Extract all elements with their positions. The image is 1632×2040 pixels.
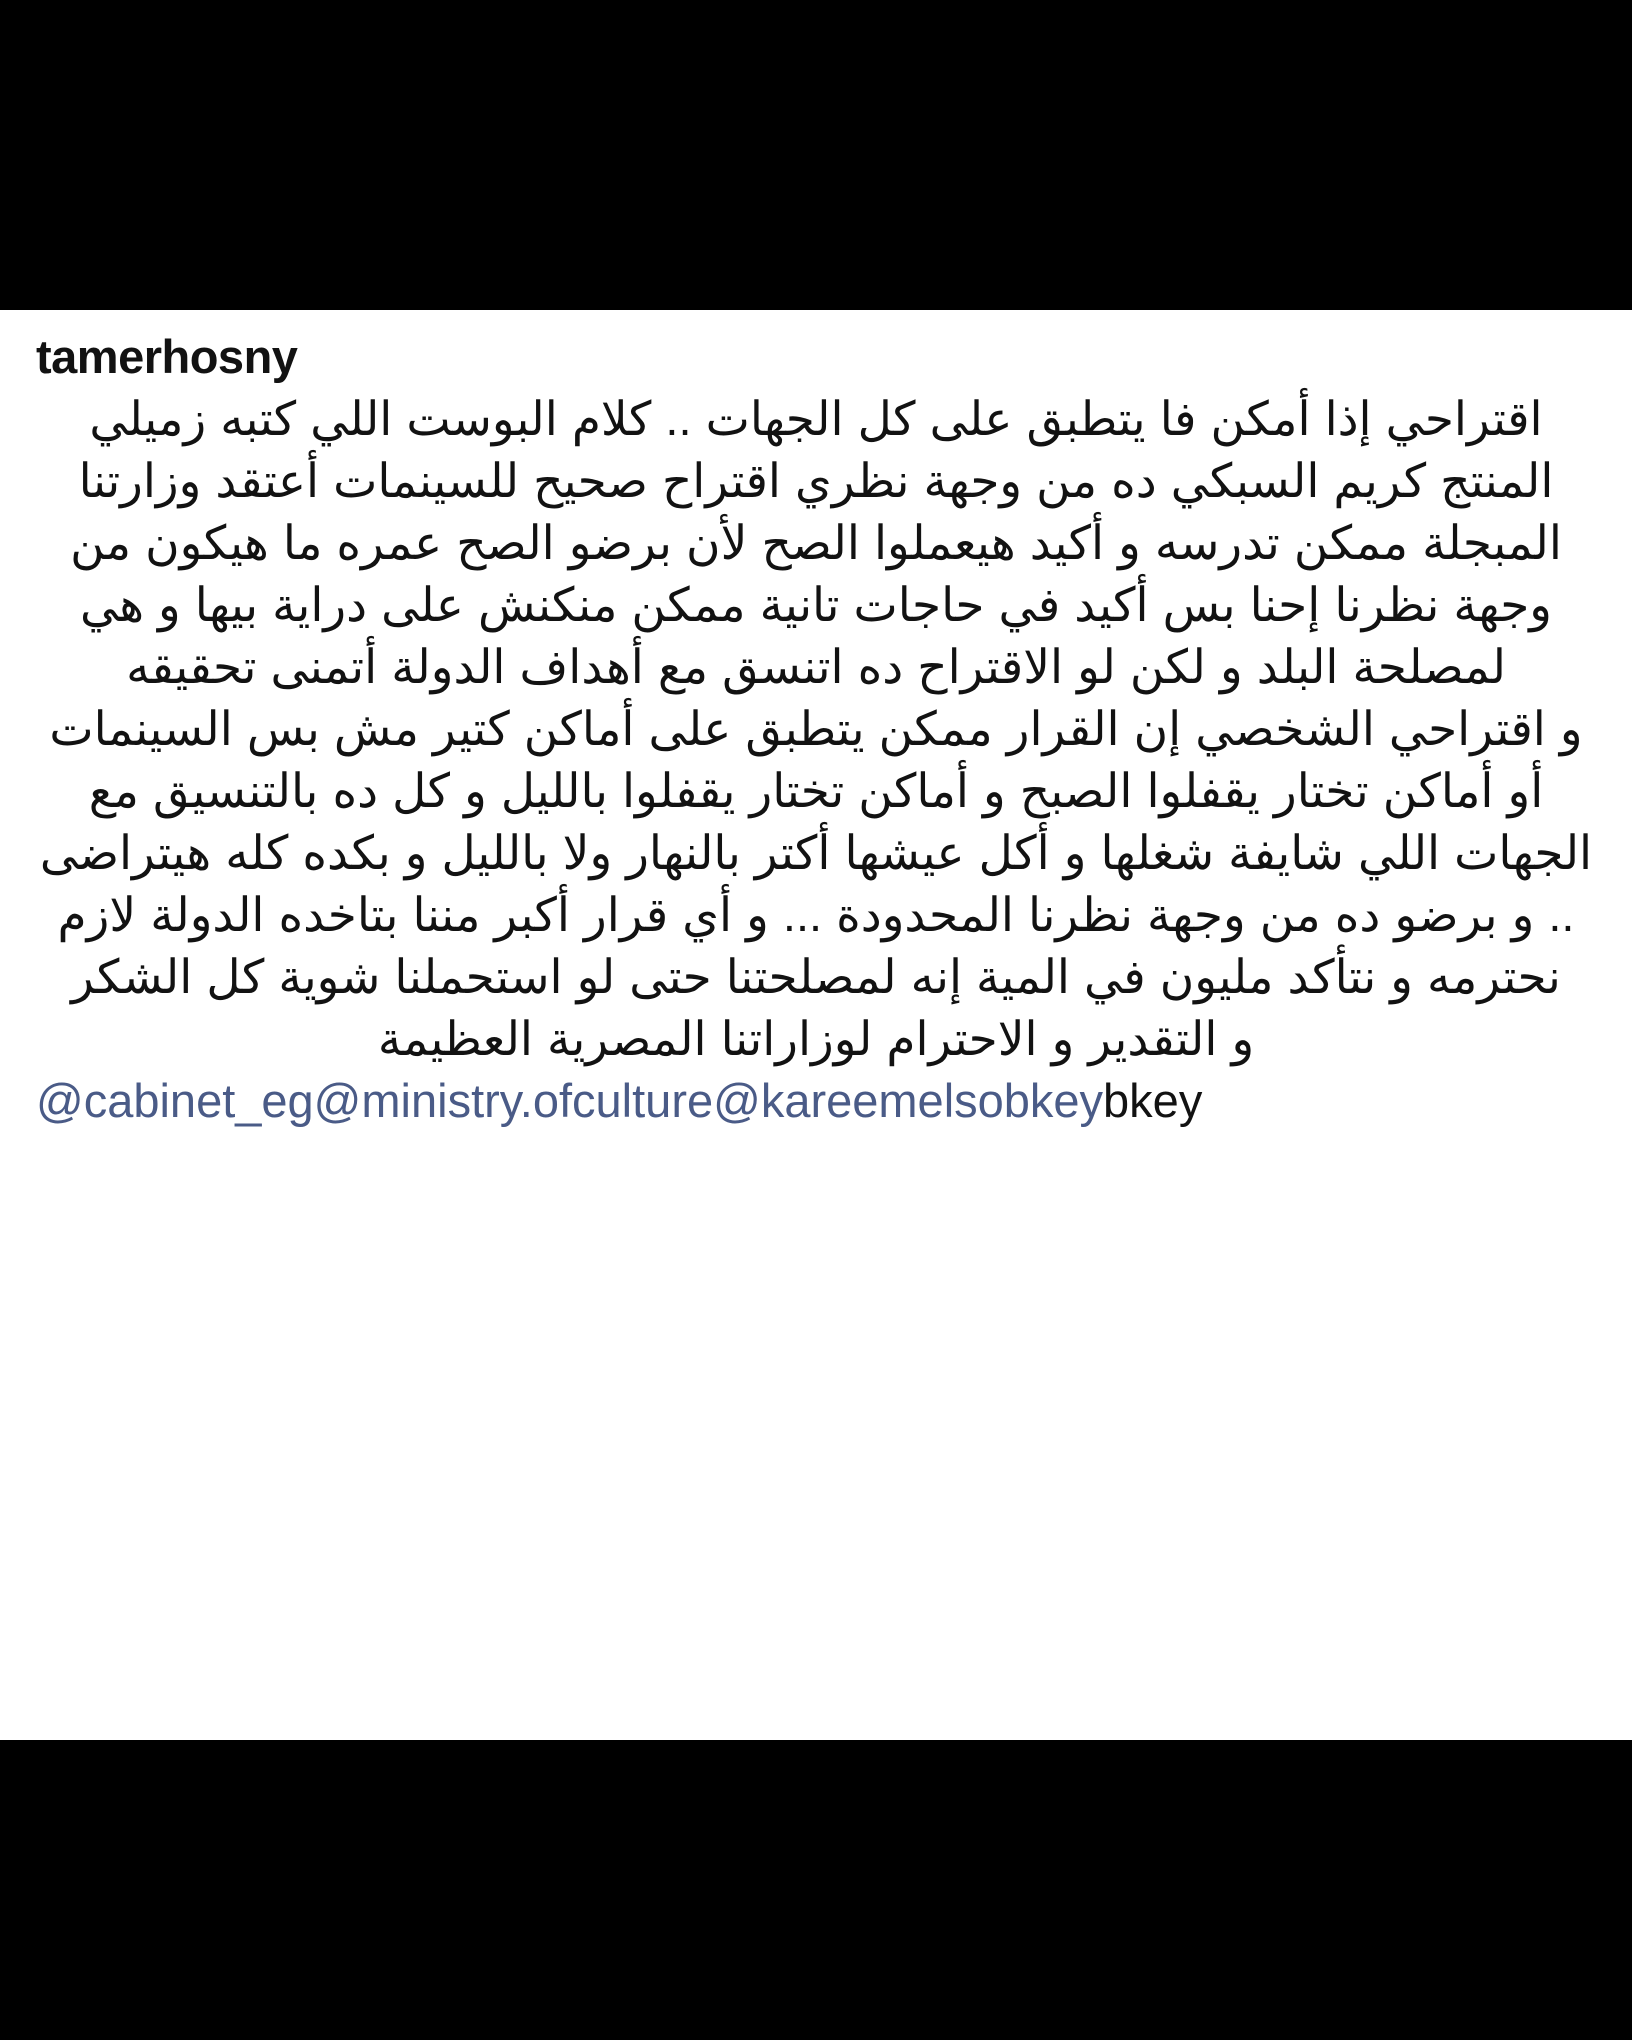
mention-overflow-text: bkey — [1103, 1074, 1203, 1128]
caption-paragraph-2: و اقتراحي الشخصي إن القرار ممكن يتطبق على أماكن كتير مش بس السينمات أو أماكن تختار يقفلوا الصبح و أماكن تختار يقفلوا بالليل و كل ده بالتنسيق مع الجهات اللي شايفة شغلها و أكل عيشها أكتر بالنهار ولا بالليل و بكده كله هيتراضى .. و برضو ده من وجهة نظرنا المحدودة ... و أي قرار أكبر مننا بتاخده الدولة لازم نحترمه و نتأكد مليون في المية إنه لمصلحتنا حتى لو استحملنا شوية كل الشكر — [39, 702, 1593, 1004]
mention-links[interactable]: @cabinet_eg@ministry.ofculture@kareemelsobkey — [36, 1074, 1104, 1128]
post-username[interactable]: tamerhosny — [36, 330, 298, 383]
post-card — [0, 310, 1632, 1740]
post-caption — [36, 388, 1596, 1070]
letterbox-bottom — [0, 1740, 1632, 2040]
caption-paragraph-1: اقتراحي إذا أمكن فا يتطبق على كل الجهات .. كلام البوست اللي كتبه زميلي المنتج كريم السبكي ده من وجهة نظري اقتراح صحيح للسينمات أعتقد وزارتنا المبجلة ممكن تدرسه و أكيد هيعملوا الصح لأن برضو الصح عمره ما هيكون من وجهة نظرنا إحنا بس أكيد في حاجات تانية ممكن منكنش على دراية بيها و هي لمصلحة البلد و لكن لو الاقتراح ده اتنسق مع أهداف الدولة أتمنى تحقيقه — [70, 392, 1562, 694]
post-mentions[interactable] — [36, 1070, 1596, 1132]
caption-paragraph-3: و التقدير و الاحترام لوزاراتنا المصرية العظيمة — [377, 1012, 1255, 1066]
letterbox-top — [0, 0, 1632, 310]
